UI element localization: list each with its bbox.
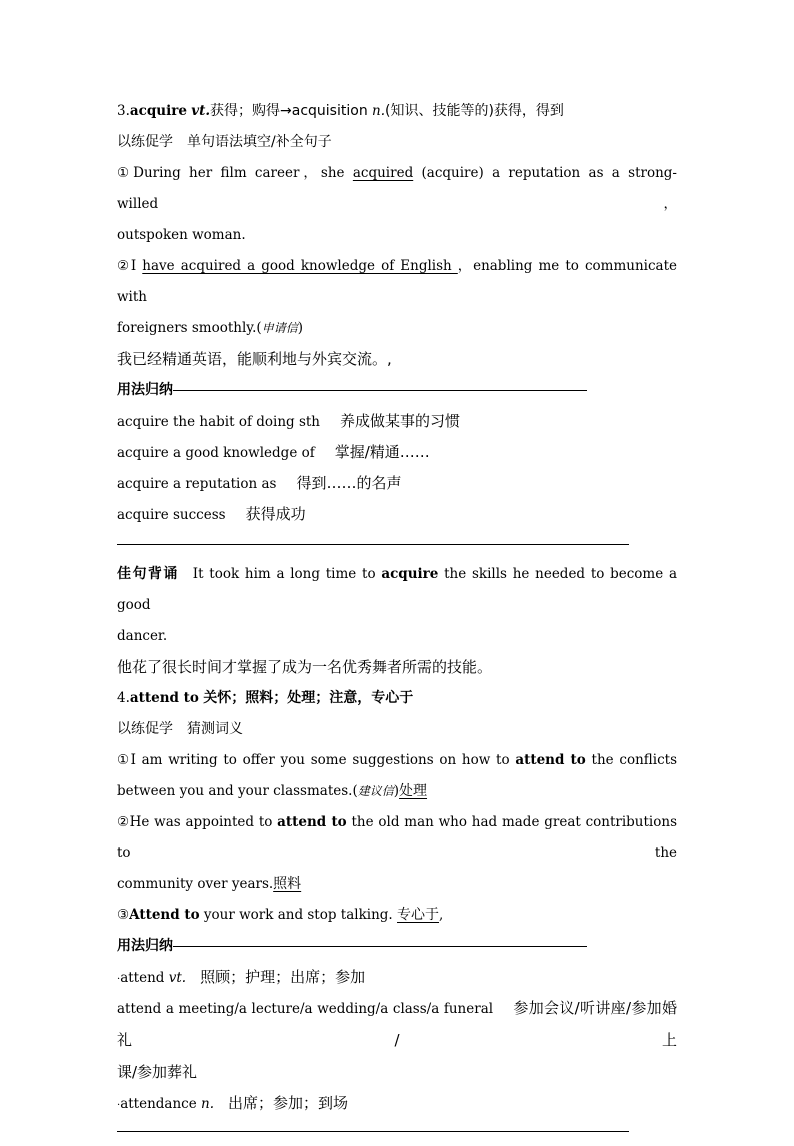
exercise-keyword: Attend to (129, 907, 200, 923)
headword-meaning: 关怀；照料；处理；注意，专心于 (203, 690, 414, 706)
usage-list (117, 406, 677, 530)
headword-meaning: 获得；购得→acquisition (210, 103, 368, 119)
source-tag: 申请信 (261, 321, 298, 335)
part-of-speech: n. (201, 1096, 215, 1112)
exercise-text: the old man who had made great contributions to the (117, 814, 677, 861)
exercise-keyword: attend to (277, 814, 347, 830)
exercise-item (117, 807, 677, 869)
usage-entry (117, 993, 677, 1057)
exercise-text: (acquire) a reputation as a strong-willed， (117, 165, 677, 212)
headword: attend to (129, 690, 199, 706)
header-rule (173, 946, 587, 947)
item3-heading (117, 96, 677, 127)
practice-label: 以练促学 (117, 721, 173, 737)
part-of-speech: vt. (191, 103, 211, 119)
exercise-text: ) (297, 320, 303, 336)
exercise-marker: ③ (117, 907, 130, 923)
headword-meaning: (知识、技能等的)获得，得到 (385, 103, 564, 119)
exercise-marker: ① (117, 752, 131, 768)
usage-entry (117, 437, 677, 468)
practice-label-line (117, 127, 677, 158)
exercise-text: I am writing to offer you some suggestions on how to (130, 752, 516, 768)
part-of-speech: n. (372, 103, 385, 119)
usage-english: attend a meeting/a lecture/a wedding/a class/a funeral (117, 1001, 494, 1017)
quote-keyword: acquire (381, 566, 439, 582)
usage-entry (117, 468, 677, 499)
usage-chinese: 照顾；护理；出席；参加 (200, 968, 366, 986)
practice-label: 以练促学 (117, 134, 173, 150)
translation: 他花了很长时间才掌握了成为一名优秀舞者所需的技能。 (117, 658, 493, 676)
exercise-text: I (130, 258, 143, 274)
usage-chinese: 获得成功 (245, 505, 306, 523)
quote-text: It took him a long time to (192, 566, 382, 582)
practice-label-line (117, 714, 677, 745)
exercise-text: ，enabling me to communicate with (117, 258, 677, 305)
exercise-item (117, 158, 677, 220)
usage-english: acquire a good knowledge of (117, 445, 315, 461)
exercise-continuation (117, 776, 677, 807)
header-rule (173, 390, 587, 391)
answer-blank: 照料 (273, 876, 302, 892)
answer-blank: 处理 (399, 783, 428, 799)
headword: acquire (129, 103, 187, 119)
exercise-continuation: outspoken woman. (117, 227, 246, 243)
item-number: 4. (117, 690, 130, 706)
answer-blank: 专心于 (397, 907, 440, 923)
exercise-text: foreigners smoothly.( (117, 320, 262, 336)
usage-header (117, 375, 677, 406)
usage-entry (117, 1088, 677, 1119)
exercise-text: , (439, 907, 444, 923)
usage-english: attendance (120, 1096, 197, 1112)
exercise-item (117, 745, 677, 776)
bullet-icon: · (117, 974, 121, 985)
section-divider (117, 544, 629, 545)
item-number: 3. (117, 103, 130, 119)
exercise-continuation (117, 869, 677, 900)
usage-english: acquire success (117, 507, 226, 523)
quote-continuation: dancer. (117, 628, 168, 644)
exercise-text: ) (393, 783, 400, 799)
source-tag: 建议信 (357, 784, 394, 798)
exercise-text: between you and your classmates.( (117, 783, 358, 799)
usage-english: acquire the habit of doing sth (117, 414, 320, 430)
answer-blank: acquired (352, 165, 414, 181)
usage-chinese: 养成做某事的习惯 (340, 412, 461, 430)
section-divider (117, 1131, 629, 1132)
usage-label: 用法归纳 (117, 938, 173, 954)
quote-block (117, 559, 677, 621)
exercise-text: He was appointed to (129, 814, 278, 830)
exercise-text: During her film career，she (133, 165, 353, 181)
practice-task: 单句语法填空/补全句子 (187, 134, 332, 150)
usage-continuation: 课/参加葬礼 (117, 1063, 198, 1081)
quote-text: the skills he needed to become a good (117, 566, 678, 613)
quote-label: 佳句背诵 (117, 566, 179, 582)
exercise-keyword: attend to (515, 752, 586, 768)
usage-label: 用法归纳 (117, 382, 173, 398)
answer-blank: have acquired a good knowledge of English (142, 258, 458, 274)
exercise-continuation (117, 313, 677, 344)
item4-heading (117, 683, 677, 714)
usage-header (117, 931, 677, 962)
practice-task: 猜测词义 (187, 721, 243, 737)
exercise-item (117, 251, 677, 313)
exercise-marker: ② (117, 814, 130, 830)
bullet-icon: · (117, 1100, 121, 1111)
translation: 我已经精通英语，能顺利地与外宾交流。, (117, 350, 392, 368)
usage-english: attend (120, 970, 165, 986)
exercise-marker: ② (117, 258, 131, 274)
usage-entry (117, 962, 677, 993)
part-of-speech: vt. (168, 970, 187, 986)
exercise-text: the conflicts (585, 752, 677, 768)
usage-entry (117, 406, 677, 437)
usage-chinese: 掌握/精通…… (334, 443, 430, 461)
usage-chinese: 出席；参加；到场 (228, 1094, 349, 1112)
exercise-item (117, 900, 677, 931)
usage-english: acquire a reputation as (117, 476, 277, 492)
exercise-marker: ① (117, 165, 134, 181)
exercise-text: your work and stop talking. (199, 907, 398, 923)
exercise-text: community over years. (117, 876, 274, 892)
usage-chinese: 得到……的名声 (296, 474, 402, 492)
document-page (117, 96, 677, 1146)
usage-entry (117, 499, 677, 530)
usage-chinese: 参加会议/听讲座/参加婚礼/上 (117, 999, 677, 1049)
